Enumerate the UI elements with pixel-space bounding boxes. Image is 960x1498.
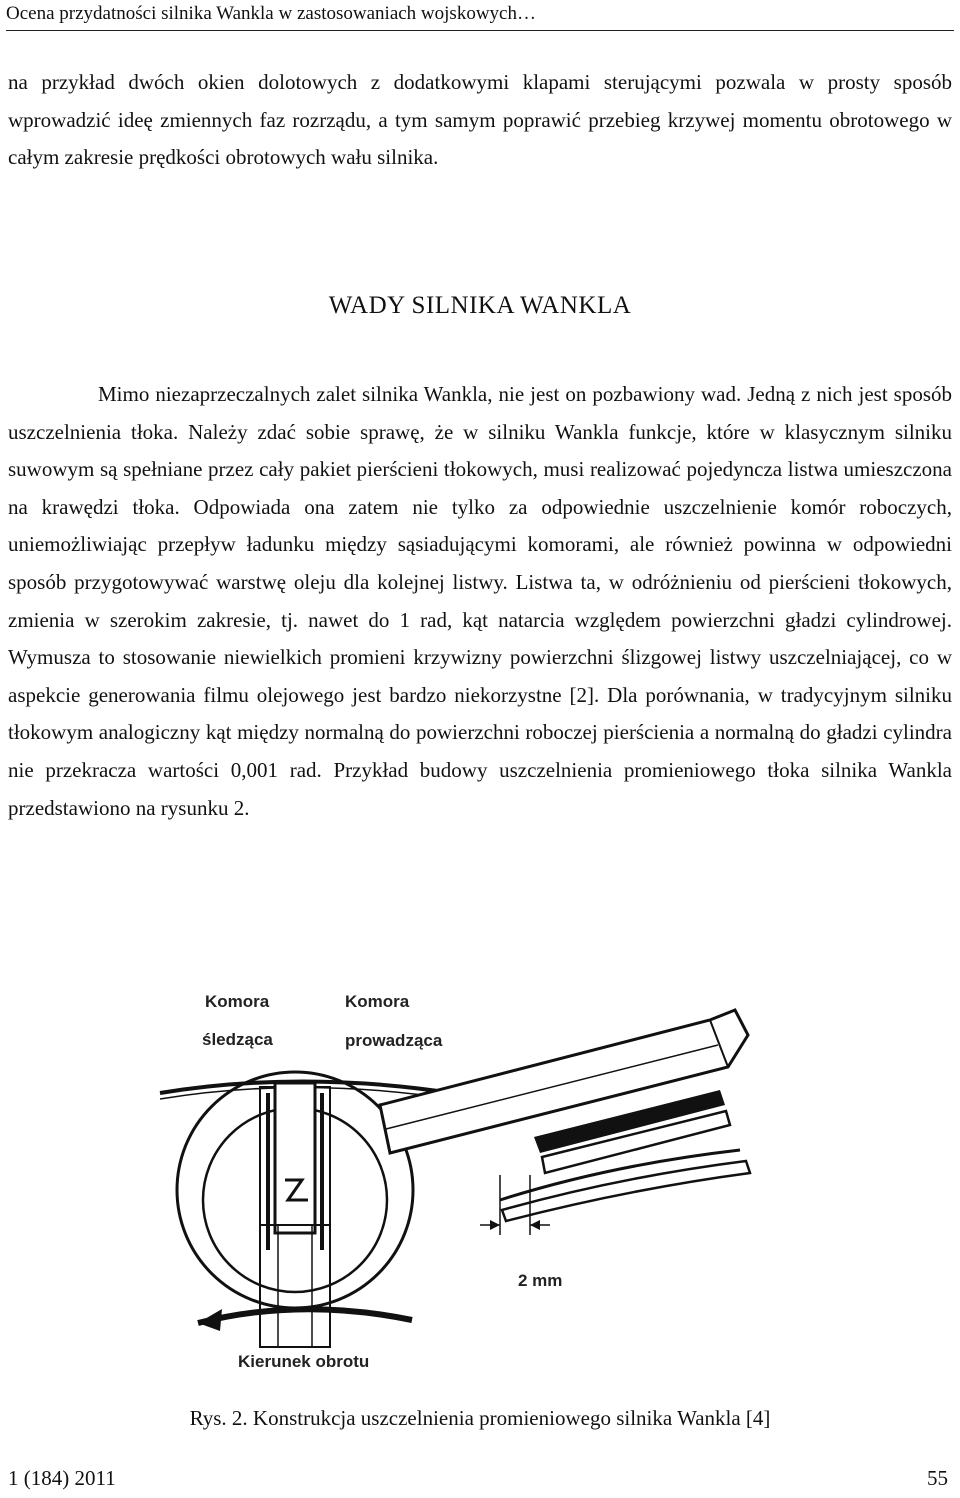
apex-seal (275, 1083, 315, 1233)
label-rotation: Kierunek obrotu (238, 1352, 370, 1371)
body-paragraph-1: na przykład dwóch okien dolotowych z dodatkowymi klapami sterującymi pozwala w prosty sposób wprowadzić ideę zmiennych faz rozrządu, a tym samym poprawić przebieg krzywej momentu obrotowego w całym zakresie prędkości obrotowych wału silnika. (8, 70, 952, 170)
seal-diagram (150, 975, 810, 1390)
section-title: WADY SILNIKA WANKLA (328, 292, 632, 319)
figure-2 (150, 975, 810, 1390)
rotation-arrow (198, 1309, 412, 1323)
body-paragraph-2: Mimo niezaprzeczalnych zalet silnika Wankla, nie jest on pozbawiony wad. Jedną z nich jest sposób uszczelnienia tłoka. Należy zdać sobie sprawę, że w silniku Wankla funkcje, które w klasycznym silniku suwowym są spełniane przez cały pakiet pierścieni tłokowych, musi realizować pojedyncza listwa umieszczona na krawędzi tłoka. Odpowiada ona zatem nie tylko za odpowiednie uszczelnienie komór roboczych, uniemożliwiając przepływ ładunku między sąsiadującymi komorami, ale również powinna w odpowiedni sposób przygotowywać warstwę oleju dla kolejnej listwy. Listwa ta, w odróżnieniu od pierścieni tłokowych, zmienia w szerokim zakresie, tj. nawet do 1 rad, kąt natarcia względem powierzchni gładzi cylindrowej. Wymusza to stosowanie niewielkich promieni krzywizny powierzchni ślizgowej listwy uszczelniającej, co w aspekcie generowania filmu olejowego jest bardzo niekorzystne [2]. Dla porównania, w tradycyjnym silniku tłokowym analogiczny kąt między normalną do powierzchni roboczej pierścienia a normalną do gładzi cylindra nie przekracza wartości 0,001 rad. Przykład budowy uszczelnienia promieniowego tłoka silnika Wankla przedstawiono na rysunku 2. (8, 382, 952, 820)
seal-strip-bottom (502, 1161, 750, 1221)
running-title: Ocena przydatności silnika Wankla w zastosowaniach wojskowych… (6, 3, 536, 24)
label-trailing-chamber-1: Komora (205, 992, 270, 1011)
label-trailing-chamber-2: śledząca (202, 1030, 273, 1049)
footer-issue: 1 (184) 2011 (8, 1466, 116, 1490)
figure-caption: Rys. 2. Konstrukcja uszczelnienia promieniowego silnika Wankla [4] (189, 1406, 771, 1430)
label-dimension: 2 mm (518, 1271, 563, 1290)
label-leading-chamber-1: Komora (345, 992, 410, 1011)
running-header (6, 0, 954, 31)
label-leading-chamber-2: prowadząca (345, 1031, 443, 1050)
page-number: 55 (927, 1466, 948, 1490)
